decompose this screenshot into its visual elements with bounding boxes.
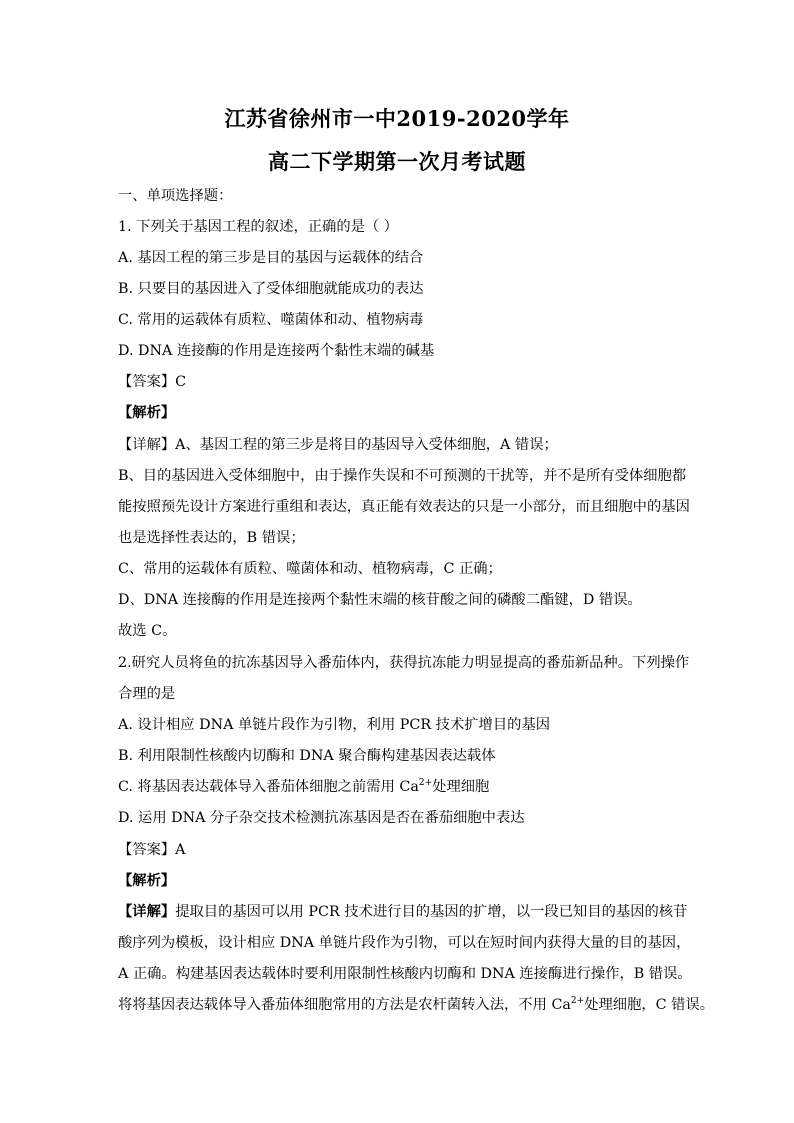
q2-option-a: A. 设计相应 DNA 单链片段作为引物，利用 PCR 技术扩增目的基因 [118,717,551,733]
q2-option-c-text: C. 将基因表达载体导入番茄体细胞之前需用 Ca [118,779,419,795]
q2-detail-label: 【详解】 [118,904,176,920]
q2-option-c-superscript: 2+ [418,778,433,789]
q1-explanation-line: B、目的基因进入受体细胞中，由于操作失误和不可预测的干扰等，并不是所有受体细胞都 [118,468,687,484]
q1-stem: 1. 下列关于基因工程的叙述，正确的是（ ） [118,219,399,235]
q1-conclusion: 故选 C。 [118,623,177,639]
q1-explanation-line: D、DNA 连接酶的作用是连接两个黏性末端的核苷酸之间的磷酸二酯键，D 错误。 [118,592,642,608]
q2-option-d: D. 运用 DNA 分子杂交技术检测抗冻基因是否在番茄细胞中表达 [118,810,525,826]
q2-detail-line: 酸序列为模板，设计相应 DNA 单链片段作为引物，可以在短时间内获得大量的目的基因， [118,935,691,951]
q1-answer: 【答案】C [118,374,187,390]
q1-explanation-line: 也是选择性表达的，B 错误； [118,530,305,546]
q2-option-b: B. 利用限制性核酸内切酶和 DNA 聚合酶构建基因表达载体 [118,748,496,764]
q1-explanation-line: 能按照预先设计方案进行重组和表达，真正能有效表达的只是一小部分，而且细胞中的基因 [118,499,690,515]
q2-detail-text-end: 处理细胞，C 错误。 [584,997,715,1013]
q1-explanation-line: C、常用的运载体有质粒、噬菌体和动、植物病毒，C 正确； [118,561,502,577]
q2-option-c [118,777,489,797]
q2-detail-line [118,995,714,1015]
document-title: 江苏省徐州市一中2019-2020学年 [224,106,570,131]
q2-analysis-label: 【解析】 [118,873,176,889]
q2-detail-line: A 正确。构建基因表达载体时要利用限制性核酸内切酶和 DNA 连接酶进行操作，B 错误。 [118,966,692,982]
q1-analysis-label: 【解析】 [118,405,176,421]
q1-option-b: B. 只要目的基因进入了受体细胞就能成功的表达 [118,281,424,297]
q2-detail-text: 提取目的基因可以用 PCR 技术进行目的基因的扩增，以一段已知目的基因的核苷 [175,904,688,920]
q1-option-d: D. DNA 连接酶的作用是连接两个黏性末端的碱基 [118,343,435,359]
document-subtitle: 高二下学期第一次月考试题 [268,149,526,174]
q2-stem-line1: 2.研究人员将鱼的抗冻基因导入番茄体内，获得抗冻能力明显提高的番茄新品种。下列操作 [118,655,690,671]
q2-answer: 【答案】A [118,842,186,858]
q2-option-c-text-end: 处理细胞 [432,779,490,795]
q1-explanation-line: 【详解】A、基因工程的第三步是将目的基因导入受体细胞，A 错误； [118,437,558,453]
q1-option-a: A. 基因工程的第三步是目的基因与运载体的结合 [118,250,424,266]
q2-detail-text: 将将基因表达载体导入番茄体细胞常用的方法是农杆菌转入法，不用 Ca [118,997,571,1013]
q2-detail-superscript: 2+ [570,996,585,1007]
section-heading: 一、单项选择题： [118,188,233,204]
q2-detail-line [118,902,687,922]
q2-stem-line2: 合理的是 [118,686,176,702]
q1-option-c: C. 常用的运载体有质粒、噬菌体和动、植物病毒 [118,312,424,328]
